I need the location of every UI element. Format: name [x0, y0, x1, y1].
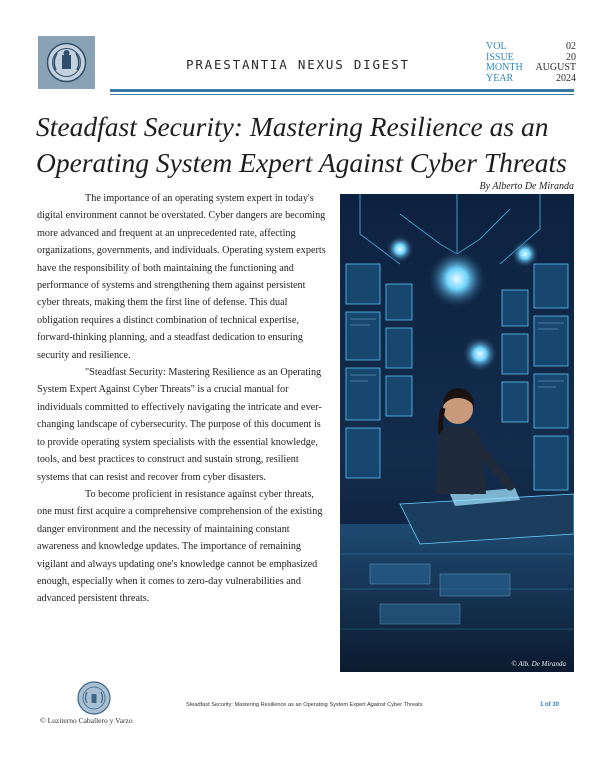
issue-value: 2024 — [556, 72, 576, 84]
page-number: 1 of 30 — [540, 702, 560, 708]
cyber-analyst-illustration — [340, 194, 574, 672]
article-illustration — [340, 194, 574, 672]
issue-info — [486, 42, 576, 84]
article-title: Steadfast Security: Mastering Resilience as an Operating System Expert Against Cyber Threats — [36, 111, 567, 178]
issue-value: AUGUST — [535, 62, 576, 73]
article-body — [37, 190, 329, 608]
copyright: © Luziterno Caballero y Varzo — [40, 716, 133, 725]
paragraph: "Steadfast Security: Mastering Resilience as an Operating System Expert Against Cyber Threats" is a crucial manual for individuals committed to effectively navigating the intricate and ever-changing landscape of cybersecurity. The purpose of this document is to provide operating system specialists with the essential knowledge, tools, and best practices to construct and sustain strong, resilient systems that can resist and recover from cyber disasters. — [37, 367, 322, 483]
artist-signature: © Alb. De Miranda — [511, 660, 566, 668]
paragraph: To become proficient in resistance against cyber threats, one must first acquire a comprehensive comprehension of the existing danger environment and the necessity of maintaining constant awareness and knowledge updates. The importance of remaining vigilant and always updating one's knowledge cannot be emphasized enough, especially when it comes to zero-day vulnerabilities and advanced persistent threats. — [37, 488, 323, 605]
issue-value: 20 — [566, 51, 576, 63]
issue-row-year — [486, 74, 576, 85]
footer-seal — [77, 681, 111, 715]
running-title: Steadfast Security: Mastering Resilience as an Operating System Expert Against Cyber Threats — [186, 702, 423, 708]
paragraph: The importance of an operating system expert in today's digital environment cannot be overstated. Cyber dangers are becoming more advanced and frequent at an unprecedented rate, affecting organizations, governments, and individuals. Operating system experts have the responsibility of both maintaining the functioning and performance of systems and strengthening them against persistent cyber threats, making them the first line of defense. This dual obligation requires a distinct combination of technical expertise, forward-thinking planning, and a steadfast dedication to ensuring security and resilience. — [37, 193, 326, 361]
issue-value: 02 — [566, 41, 576, 52]
header-divider — [110, 89, 574, 92]
issue-label: YEAR — [486, 72, 514, 84]
issue-row-vol — [486, 42, 576, 53]
issue-label: VOL — [486, 41, 507, 52]
logo — [38, 36, 95, 89]
laurel-seal-icon — [38, 36, 95, 89]
laurel-seal-icon — [77, 681, 111, 715]
masthead: PRAESTANTIA NEXUS DIGEST — [186, 57, 410, 72]
byline: By Alberto De Miranda — [479, 181, 574, 192]
header-divider-thin — [110, 94, 574, 95]
issue-label: ISSUE — [486, 51, 514, 63]
issue-row-month — [486, 63, 576, 74]
issue-label: MONTH — [486, 62, 523, 73]
